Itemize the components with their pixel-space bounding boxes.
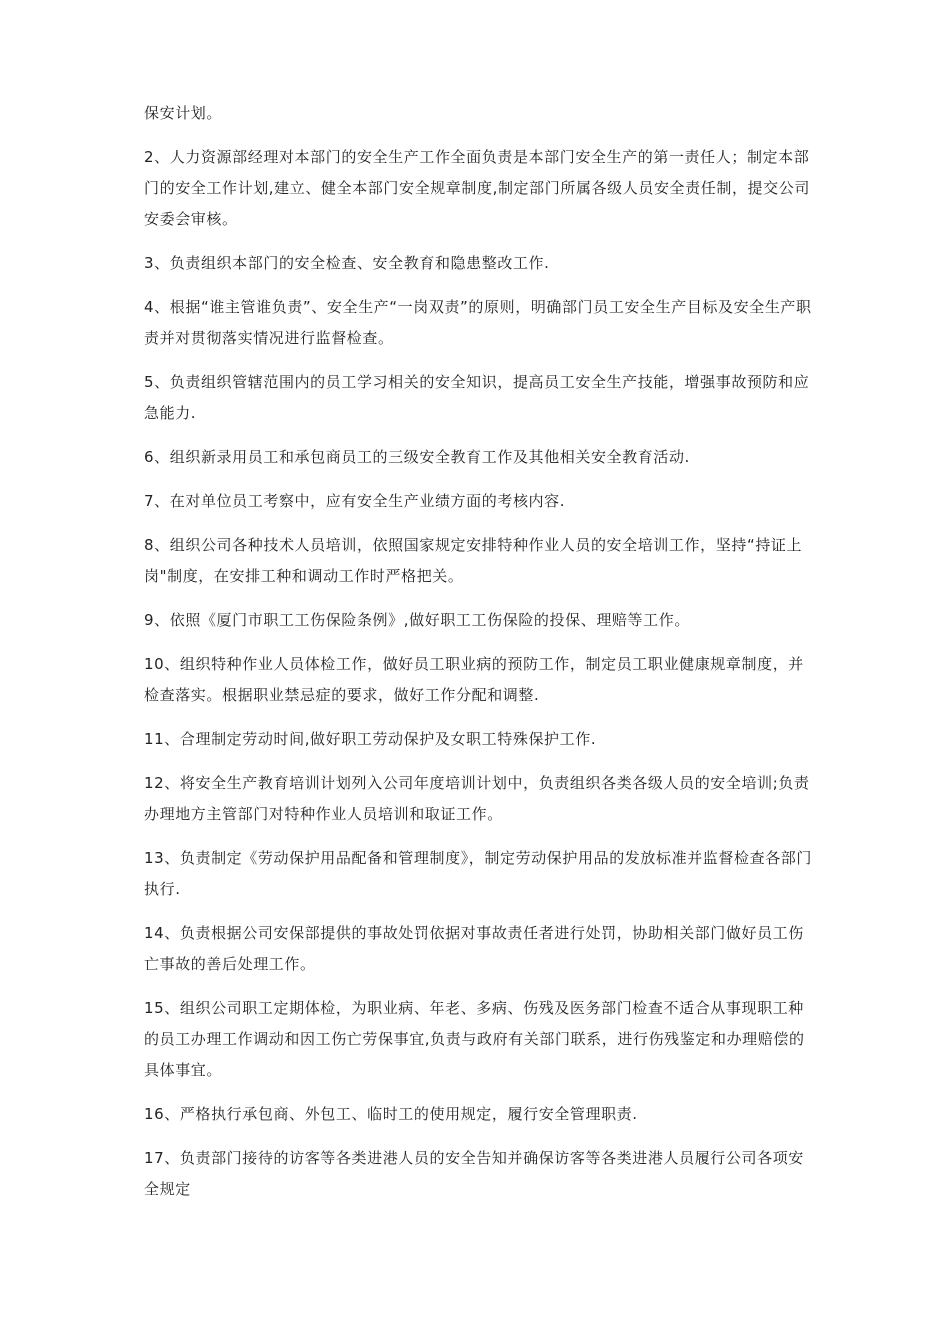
paragraph-item-16: 16、严格执行承包商、外包工、临时工的使用规定，履行安全管理职责. — [144, 1105, 638, 1123]
document-body — [144, 98, 812, 1218]
paragraph-item-8: 8、组织公司各种技术人员培训，依照国家规定安排特种作业人员的安全培训工作，坚持“持证上岗"制度，在安排工种和调动工作时严格把关。 — [144, 536, 803, 585]
paragraph-item-7: 7、在对单位员工考察中，应有安全生产业绩方面的考核内容. — [144, 492, 566, 510]
paragraph-item-5: 5、负责组织管辖范围内的员工学习相关的安全知识，提高员工安全生产技能，增强事故预防和应急能力. — [144, 373, 810, 422]
paragraph-item-9: 9、依照《厦门市职工工伤保险条例》,做好职工工伤保险的投保、理赔等工作。 — [144, 611, 690, 629]
paragraph-item-6: 6、组织新录用员工和承包商员工的三级安全教育工作及其他相关安全教育活动. — [144, 448, 690, 466]
paragraph-item-14: 14、负责根据公司安保部提供的事故处罚依据对事故责任者进行处罚，协助相关部门做好员工伤亡事故的善后处理工作。 — [144, 924, 804, 973]
paragraph-item-11: 11、合理制定劳动时间,做好职工劳动保护及女职工特殊保护工作. — [144, 730, 597, 748]
paragraph-item-13: 13、负责制定《劳动保护用品配备和管理制度》，制定劳动保护用品的发放标准并监督检查各部门执行. — [144, 849, 812, 898]
paragraph-item-10: 10、组织特种作业人员体检工作，做好员工职业病的预防工作，制定员工职业健康规章制度，并检查落实。根据职业禁忌症的要求，做好工作分配和调整. — [144, 655, 804, 704]
paragraph-item-3: 3、负责组织本部门的安全检查、安全教育和隐患整改工作. — [144, 254, 550, 272]
paragraph-continuation: 保安计划。 — [144, 104, 223, 122]
paragraph-item-17: 17、负责部门接待的访客等各类进港人员的安全告知并确保访客等各类进港人员履行公司各项安全规定 — [144, 1149, 804, 1198]
paragraph-item-12: 12、将安全生产教育培训计划列入公司年度培训计划中，负责组织各类各级人员的安全培训;负责办理地方主管部门对特种作业人员培训和取证工作。 — [144, 774, 810, 823]
paragraph-item-15: 15、组织公司职工定期体检，为职业病、年老、多病、伤残及医务部门检查不适合从事现职工种的员工办理工作调动和因工伤亡劳保事宜,负责与政府有关部门联系，进行伤残鉴定和办理赔偿的具体事宜。 — [144, 999, 805, 1079]
paragraph-item-2: 2、人力资源部经理对本部门的安全生产工作全面负责是本部门安全生产的第一责任人；制定本部门的安全工作计划,建立、健全本部门安全规章制度,制定部门所属各级人员安全责任制，提交公司安委会审核。 — [144, 148, 810, 228]
paragraph-item-4: 4、根据“谁主管谁负责”、安全生产“一岗双责”的原则，明确部门员工安全生产目标及安全生产职责并对贯彻落实情况进行监督检查。 — [144, 298, 812, 347]
